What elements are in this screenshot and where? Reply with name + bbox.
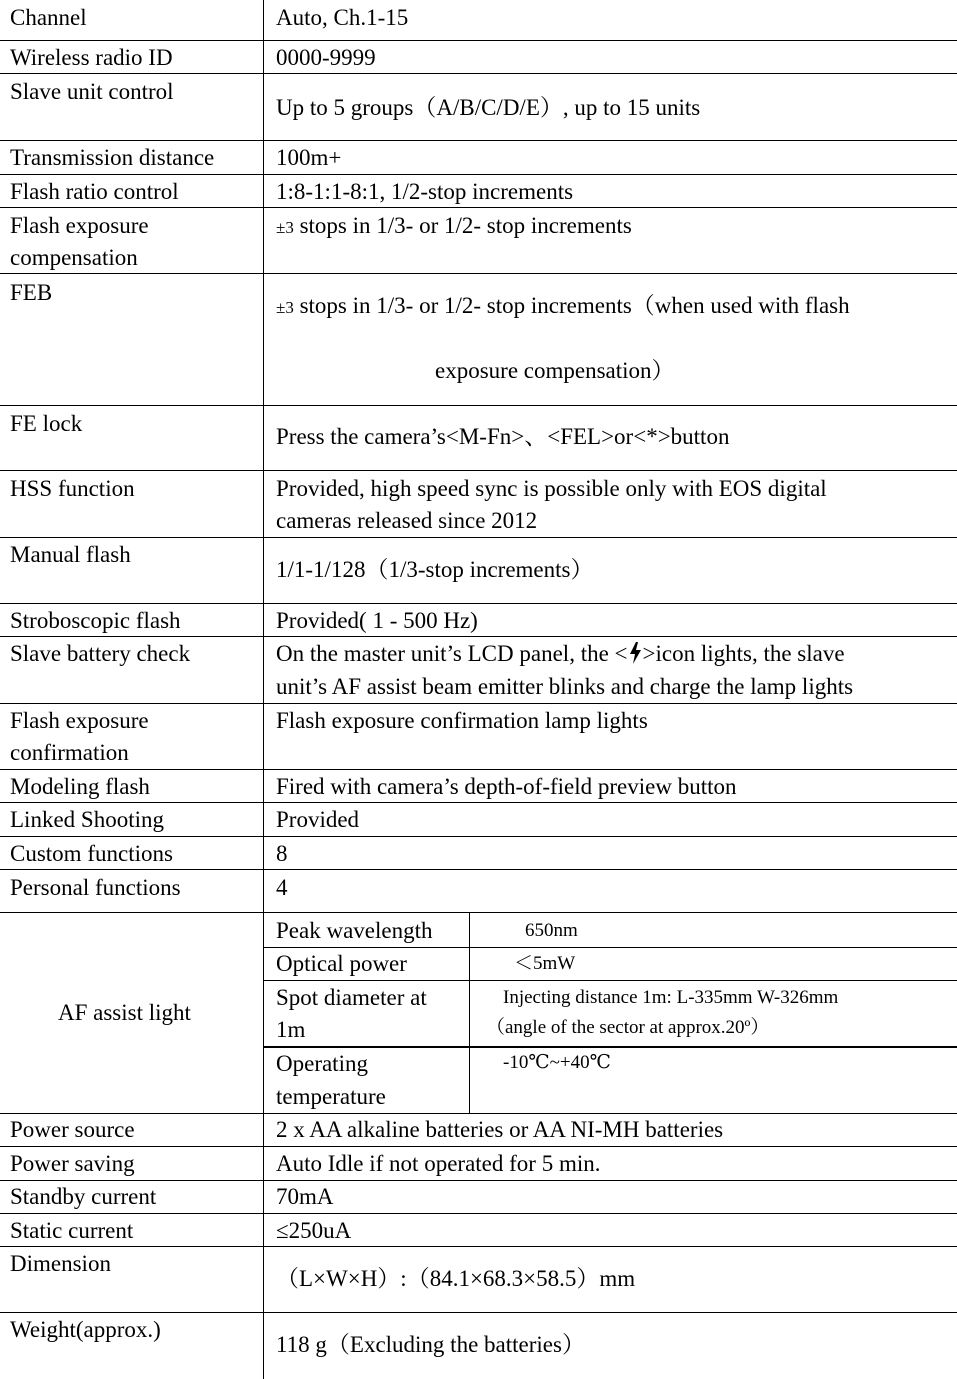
label-battery-check: Slave battery check <box>10 641 191 666</box>
value-personal: 4 <box>276 875 288 900</box>
value-optical-power: ＜5mW <box>514 953 576 974</box>
label-power-saving: Power saving <box>10 1151 135 1176</box>
value-standby: 70mA <box>276 1184 334 1209</box>
value-strobo: Provided( 1 - 500 Hz) <box>276 608 478 633</box>
value-battery-check-line1 <box>276 638 845 670</box>
value-manual: 1/1-1/128（1/3-stop increments） <box>276 557 594 582</box>
label-spot-diameter-line2: 1m <box>276 1017 306 1042</box>
value-operating-temp: -10℃~+40℃ <box>503 1052 611 1073</box>
label-optical-power: Optical power <box>276 951 407 976</box>
label-operating-temp-line1: Operating <box>276 1051 368 1076</box>
value-feb-line1 <box>276 290 850 324</box>
value-battery-check-part1: On the master unit’s LCD panel, the < <box>276 641 628 666</box>
label-custom: Custom functions <box>10 841 173 866</box>
value-battery-check-line2: unit’s AF assist beam emitter blinks and charge the lamp lights <box>276 674 854 699</box>
value-hss-line1: Provided, high speed sync is possible only with EOS digital <box>276 476 827 501</box>
label-af-assist: AF assist light <box>58 1000 191 1025</box>
value-fe-confirm: Flash exposure confirmation lamp lights <box>276 708 648 733</box>
label-transmission: Transmission distance <box>10 145 215 170</box>
label-modeling: Modeling flash <box>10 774 150 799</box>
label-strobo: Stroboscopic flash <box>10 608 181 633</box>
label-hss: HSS function <box>10 476 135 501</box>
label-fe-lock: FE lock <box>10 411 83 436</box>
value-radio-id: 0000-9999 <box>276 45 376 70</box>
label-standby: Standby current <box>10 1184 157 1209</box>
label-fec-line1: Flash exposure <box>10 213 149 238</box>
value-fec <box>276 210 632 244</box>
value-custom: 8 <box>276 841 288 866</box>
value-spot-diameter-line1: Injecting distance 1m: L-335mm W-326mm <box>503 987 839 1008</box>
value-linked: Provided <box>276 807 360 832</box>
label-linked: Linked Shooting <box>10 807 164 832</box>
flash-bolt-icon <box>629 642 642 664</box>
value-static: ≤250uA <box>276 1218 352 1243</box>
label-feb: FEB <box>10 280 53 305</box>
value-feb-text: stops in 1/3- or 1/2- stop increments（when used with flash <box>293 293 850 318</box>
label-channel: Channel <box>10 5 87 30</box>
value-power-saving: Auto Idle if not operated for 5 min. <box>276 1151 601 1176</box>
value-feb-line2: exposure compensation） <box>435 358 675 383</box>
label-spot-diameter-line1: Spot diameter at <box>276 985 427 1010</box>
label-dimension: Dimension <box>10 1251 111 1276</box>
value-slave-control: Up to 5 groups（A/B/C/D/E）, up to 15 units <box>276 95 701 120</box>
label-weight: Weight(approx.) <box>10 1317 161 1342</box>
label-fe-confirm-line2: confirmation <box>10 740 129 765</box>
value-hss-line2: cameras released since 2012 <box>276 508 538 533</box>
value-weight: 118 g（Excluding the batteries） <box>276 1332 585 1357</box>
label-radio-id: Wireless radio ID <box>10 45 173 70</box>
value-channel: Auto, Ch.1-15 <box>276 5 409 30</box>
value-ratio: 1:8-1:1-8:1, 1/2-stop increments <box>276 179 574 204</box>
label-fec-line2: compensation <box>10 245 138 270</box>
value-battery-check-part2: >icon lights, the slave <box>642 641 845 666</box>
label-personal: Personal functions <box>10 875 181 900</box>
label-peak-wavelength: Peak wavelength <box>276 918 433 943</box>
label-ratio: Flash ratio control <box>10 179 179 204</box>
value-fec-text: stops in 1/3- or 1/2- stop increments <box>293 213 632 238</box>
label-slave-control: Slave unit control <box>10 79 174 104</box>
value-modeling: Fired with camera’s depth-of-field preview button <box>276 774 737 799</box>
label-manual: Manual flash <box>10 542 131 567</box>
value-power-source: 2 x AA alkaline batteries or AA NI-MH batteries <box>276 1117 724 1142</box>
plus-minus-symbol: ±3 <box>276 218 294 237</box>
label-operating-temp-line2: temperature <box>276 1084 386 1109</box>
value-transmission: 100m+ <box>276 145 342 170</box>
plus-minus-symbol: ±3 <box>276 298 294 317</box>
value-fe-lock: Press the camera’s<M-Fn>、<FEL>or<*>button <box>276 424 730 449</box>
label-fe-confirm-line1: Flash exposure <box>10 708 149 733</box>
value-peak-wavelength: 650nm <box>525 920 578 941</box>
value-spot-diameter-line2: （angle of the sector at approx.20º） <box>486 1017 770 1038</box>
label-static: Static current <box>10 1218 134 1243</box>
value-dimension: （L×W×H）:（84.1×68.3×58.5）mm <box>276 1266 636 1291</box>
label-power-source: Power source <box>10 1117 135 1142</box>
